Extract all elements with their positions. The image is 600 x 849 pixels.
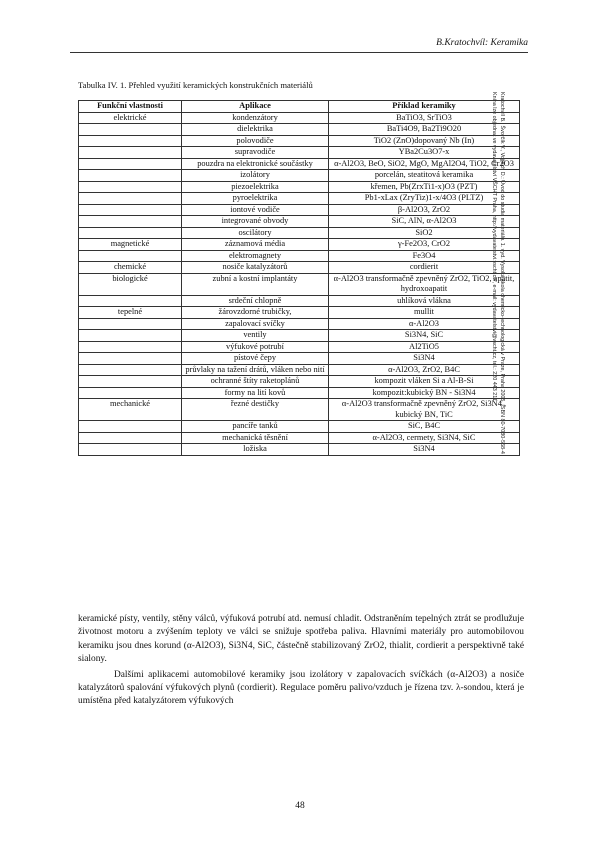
table-row: [79, 307, 520, 319]
table-row: [79, 318, 520, 330]
table-row: [79, 364, 520, 376]
cell-application: řezné destičky: [182, 399, 329, 421]
table-row: [79, 376, 520, 388]
cell-example: porcelán, steatitová keramika: [329, 170, 520, 182]
cell-example: α-Al2O3: [329, 318, 520, 330]
table-row: [79, 216, 520, 228]
table-row: [79, 112, 520, 124]
cell-property: [79, 181, 182, 193]
cell-example: Al2TiO5: [329, 341, 520, 353]
cell-example: křemen, Pb(ZrxTi1-x)O3 (PZT): [329, 181, 520, 193]
cell-property: [79, 204, 182, 216]
cell-example: TiO2 (ZnO)dopovaný Nb (In): [329, 135, 520, 147]
cell-property: [79, 170, 182, 182]
body-text: [78, 613, 524, 709]
cell-property: [79, 295, 182, 307]
cell-property: [79, 421, 182, 433]
cell-application: elektromagnety: [182, 250, 329, 262]
ceramics-table: [78, 100, 520, 456]
table-row: [79, 295, 520, 307]
cell-property: [79, 216, 182, 228]
table-row: [79, 147, 520, 159]
cell-property: [79, 250, 182, 262]
cell-property: [79, 387, 182, 399]
cell-property: [79, 364, 182, 376]
cell-application: pyroelektrika: [182, 193, 329, 205]
table-row: [79, 387, 520, 399]
table-row: [79, 262, 520, 274]
header-rule: [70, 52, 528, 53]
table-row: [79, 273, 520, 295]
cell-property: [79, 158, 182, 170]
cell-example: SiC, B4C: [329, 421, 520, 433]
table-row: [79, 330, 520, 342]
table-row: [79, 158, 520, 170]
page-number: 48: [295, 801, 305, 811]
cell-example: α-Al2O3 transformačně zpevněný ZrO2, TiO2, apatit, hydroxoapatit: [329, 273, 520, 295]
cell-example: α-Al2O3, ZrO2, B4C: [329, 364, 520, 376]
cell-example: BaTiO3, SrTiO3: [329, 112, 520, 124]
cell-application: zapalovací svíčky: [182, 318, 329, 330]
cell-property: [79, 193, 182, 205]
table-row: [79, 227, 520, 239]
cell-property: [79, 376, 182, 388]
cell-application: záznamová média: [182, 239, 329, 251]
table-row: [79, 181, 520, 193]
table-row: [79, 432, 520, 444]
cell-application: výfukové potrubí: [182, 341, 329, 353]
table-row: [79, 353, 520, 365]
side-citation-line-1: Kratochvíl B., Švorčík V., Vojtěch D.: Úvod do studia materiálů. 1. vyd. Vysoká škola chemicko-technologická v Praze, Praha 2005, ISBN 80-7080-568-4: [499, 92, 505, 454]
table-caption: Tabulka IV. 1. Přehled využití keramických konstrukčních materiálů: [78, 80, 313, 90]
paragraph-2: Dalšími aplikacemi automobilové keramiky jsou izolátory v zapalovacích svíčkách (α-Al2O3) a nosiče katalyzátorů spalování výfukových plynů (cordierit). Regulace poměru palivo/vzduch je řízena tzv. λ-sondou, která je umístěna před katalyzátorem výfukových: [78, 669, 524, 707]
cell-example: Si3N4: [329, 353, 520, 365]
cell-example: uhlíková vlákna: [329, 295, 520, 307]
cell-property: mechanické: [79, 399, 182, 421]
cell-example: cordierit: [329, 262, 520, 274]
header-application: Aplikace: [182, 101, 329, 113]
table-row: [79, 124, 520, 136]
cell-example: BaTi4O9, Ba2Ti9O20: [329, 124, 520, 136]
cell-application: pouzdra na elektronické součástky: [182, 158, 329, 170]
table-row: [79, 135, 520, 147]
cell-application: mechanická těsnění: [182, 432, 329, 444]
cell-application: formy na lití kovů: [182, 387, 329, 399]
table-header-row: [79, 101, 520, 113]
cell-example: Si3N4, SiC: [329, 330, 520, 342]
cell-example: Fe3O4: [329, 250, 520, 262]
cell-property: tepelné: [79, 307, 182, 319]
cell-property: [79, 147, 182, 159]
cell-example: γ-Fe2O3, CrO2: [329, 239, 520, 251]
cell-property: [79, 353, 182, 365]
cell-application: integrované obvody: [182, 216, 329, 228]
header-functional-property: Funkční vlastnosti: [79, 101, 182, 113]
cell-example: kompozit vláken Si a Al-B-Si: [329, 376, 520, 388]
table-row: [79, 193, 520, 205]
cell-example: Pb1-xLax (ZryTiz)1-x/4O3 (PLTZ): [329, 193, 520, 205]
cell-example: α-Al2O3, BeO, SiO2, MgO, MgAl2O4, TiO2, Cr2O3: [329, 158, 520, 170]
table-row: [79, 170, 520, 182]
table-row: [79, 444, 520, 456]
cell-property: [79, 227, 182, 239]
cell-property: [79, 444, 182, 456]
cell-application: zubní a kostní implantáty: [182, 273, 329, 295]
paragraph-1: keramické písty, ventily, stěny válců, výfuková potrubí atd. nemusí chladit. Odstraněním tepelných ztrát se prodlužuje životnost motoru a zvýšením teploty ve válci se snižuje spotřeba paliva. Hlavními materiály pro automobilovou keramiku jsou dnes korund (α-Al2O3), Si3N4, SiC, částečně stabilizovaný ZrO2, thialit, cordierit a perspektivně také sialony.: [78, 614, 524, 665]
cell-example: α-Al2O3, cermety, Si3N4, SiC: [329, 432, 520, 444]
cell-property: magnetické: [79, 239, 182, 251]
cell-property: [79, 432, 182, 444]
table-row: [79, 239, 520, 251]
cell-application: ochranné štíty raketoplánů: [182, 376, 329, 388]
cell-example: SiC, AlN, α-Al2O3: [329, 216, 520, 228]
cell-example: kompozit:kubický BN - Si3N4: [329, 387, 520, 399]
cell-property: [79, 318, 182, 330]
cell-application: nosiče katalyzátorů: [182, 262, 329, 274]
cell-property: [79, 341, 182, 353]
cell-application: oscilátory: [182, 227, 329, 239]
cell-application: iontové vodiče: [182, 204, 329, 216]
cell-application: žárovzdorné trubičky,: [182, 307, 329, 319]
cell-application: srdeční chlopně: [182, 295, 329, 307]
cell-application: dielektrika: [182, 124, 329, 136]
cell-example: α-Al2O3 transformačně zpevněný ZrO2, Si3N4 , kubický BN, TiC: [329, 399, 520, 421]
cell-property: [79, 124, 182, 136]
cell-example: mullit: [329, 307, 520, 319]
cell-application: kondenzátory: [182, 112, 329, 124]
cell-application: polovodiče: [182, 135, 329, 147]
cell-example: Si3N4: [329, 444, 520, 456]
cell-application: ložiska: [182, 444, 329, 456]
table-row: [79, 421, 520, 433]
cell-application: pancíře tanků: [182, 421, 329, 433]
table-row: [79, 204, 520, 216]
cell-property: [79, 135, 182, 147]
cell-property: elektrické: [79, 112, 182, 124]
cell-application: piezoelektrika: [182, 181, 329, 193]
header-ceramic-example: Příklad keramiky: [329, 101, 520, 113]
cell-example: YBa2Cu3O7-x: [329, 147, 520, 159]
cell-property: [79, 330, 182, 342]
cell-property: chemické: [79, 262, 182, 274]
cell-application: izolátory: [182, 170, 329, 182]
table-body: [79, 112, 520, 455]
cell-application: pístové čepy: [182, 353, 329, 365]
cell-application: ventily: [182, 330, 329, 342]
table-row: [79, 341, 520, 353]
table-row: [79, 399, 520, 421]
cell-application: supravodiče: [182, 147, 329, 159]
cell-property: biologické: [79, 273, 182, 295]
cell-example: SiO2: [329, 227, 520, 239]
running-header: B.Kratochvíl: Keramika: [436, 38, 528, 48]
cell-example: β-Al2O3, ZrO2: [329, 204, 520, 216]
table-row: [79, 250, 520, 262]
side-citation-line-2: Kniha lze objednat ve vydavatelství VŠCHT Praha, http://vydavatelstvi.vscht.cz/, e-mail: vydavatelstvi@vscht.cz, tel.: 220 443 211: [491, 92, 497, 401]
cell-application: průvlaky na tažení drátů, vláken nebo nití: [182, 364, 329, 376]
